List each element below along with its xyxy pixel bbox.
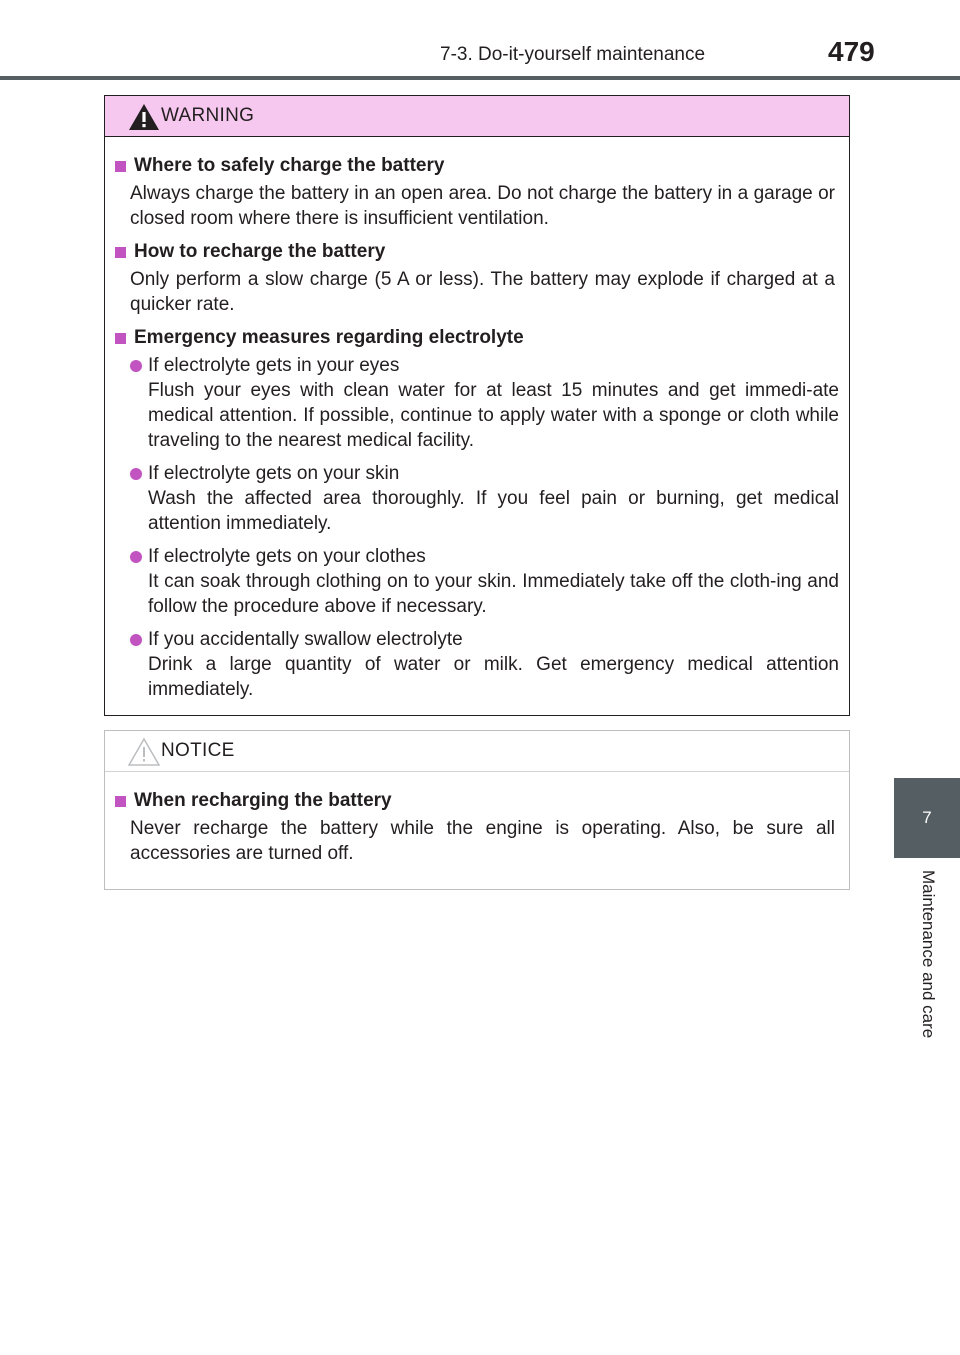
bullet-title: If electrolyte gets on your skin xyxy=(148,463,400,484)
square-bullet-icon xyxy=(115,161,126,172)
chapter-tab[interactable] xyxy=(894,778,960,858)
section-heading-text: How to recharge the battery xyxy=(134,241,386,262)
section-text: Always charge the battery in an open area. Do not charge the battery in a garage or closed room where there is insufficient ventilation. xyxy=(130,183,835,229)
section-title: 7-3. Do-it-yourself maintenance xyxy=(440,44,706,65)
header-rule xyxy=(0,76,960,80)
warning-title: WARNING xyxy=(161,105,255,126)
warning-section xyxy=(115,239,839,317)
section-heading xyxy=(115,153,839,179)
section-heading-text: Where to safely charge the battery xyxy=(134,155,445,176)
section-heading-text: When recharging the battery xyxy=(134,790,392,811)
section-heading xyxy=(115,325,839,351)
square-bullet-icon xyxy=(115,333,126,344)
warning-header xyxy=(105,96,849,137)
section-heading xyxy=(115,788,839,814)
bullet-text: Drink a large quantity of water or milk. Get emergency medical attention immediately. xyxy=(148,654,839,700)
page-number: 479 xyxy=(828,36,875,67)
section-text: Never recharge the battery while the engine is operating. Also, be sure all accessories are turned off. xyxy=(130,818,835,864)
bullet-title: If you accidentally swallow electrolyte xyxy=(148,629,463,650)
warning-section xyxy=(115,325,839,702)
bullet-title: If electrolyte gets in your eyes xyxy=(148,355,400,376)
section-text: Only perform a slow charge (5 A or less). The battery may explode if charged at a quicker rate. xyxy=(130,269,835,315)
list-item xyxy=(130,461,839,536)
notice-body xyxy=(105,772,849,866)
warning-box xyxy=(104,95,850,716)
warning-body xyxy=(105,137,849,702)
chapter-label-area xyxy=(894,870,960,1070)
list-item xyxy=(130,353,839,453)
bullet-text: It can soak through clothing on to your skin. Immediately take off the cloth-ing and follow the procedure above if necessary. xyxy=(148,571,839,617)
warning-triangle-icon xyxy=(127,102,161,132)
bullet-text: Flush your eyes with clean water for at least 15 minutes and get immedi-ate medical attention. If possible, continue to apply water with a sponge or cloth while traveling to the nearest medical facility. xyxy=(148,380,839,451)
square-bullet-icon xyxy=(115,247,126,258)
circle-bullet-icon xyxy=(130,468,142,480)
notice-box xyxy=(104,730,850,890)
warning-section xyxy=(115,153,839,231)
bullet-text: Wash the affected area thoroughly. If you feel pain or burning, get medical attention immediately. xyxy=(148,488,839,534)
notice-header xyxy=(105,731,849,772)
circle-bullet-icon xyxy=(130,634,142,646)
chapter-title: Maintenance and care xyxy=(919,870,938,1039)
list-item xyxy=(130,544,839,619)
section-heading-text: Emergency measures regarding electrolyte xyxy=(134,327,524,348)
section-heading xyxy=(115,239,839,265)
circle-bullet-icon xyxy=(130,551,142,563)
caution-triangle-outline-icon xyxy=(127,737,161,767)
bullet-title: If electrolyte gets on your clothes xyxy=(148,546,426,567)
notice-title: NOTICE xyxy=(161,740,235,761)
chapter-number: 7 xyxy=(922,808,932,827)
circle-bullet-icon xyxy=(130,360,142,372)
square-bullet-icon xyxy=(115,796,126,807)
list-item xyxy=(130,627,839,702)
